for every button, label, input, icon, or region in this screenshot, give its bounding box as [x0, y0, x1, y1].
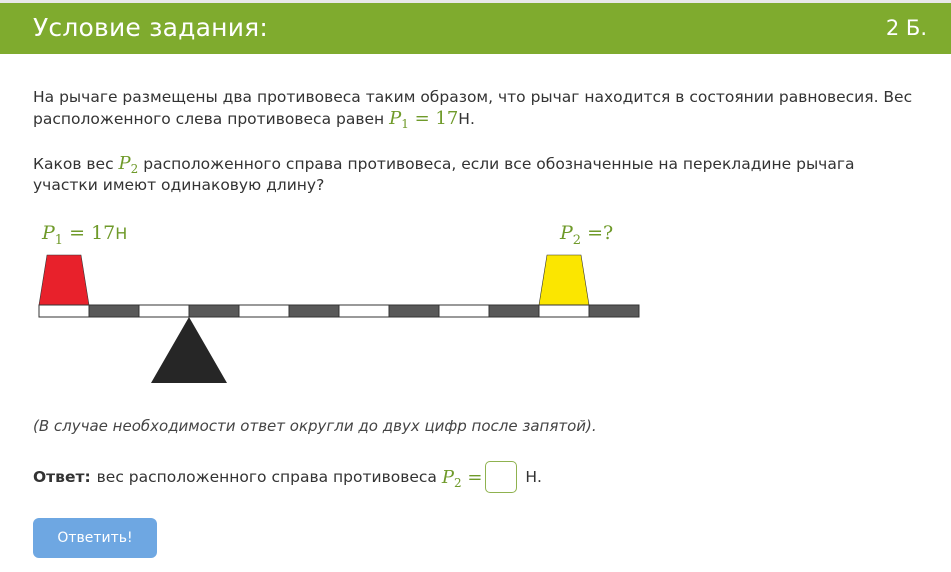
left-weight	[39, 255, 89, 305]
lever-segment	[489, 305, 539, 317]
fulcrum	[151, 317, 227, 383]
answer-row	[33, 462, 542, 492]
lever-segment	[539, 305, 589, 317]
p1-unit: Н	[458, 110, 470, 128]
lever-segment	[339, 305, 389, 317]
answer-text: вес расположенного справа противовеса	[96, 468, 437, 486]
question-text-end: расположенного справа противовеса, если все обозначенные на перекладине рычага участки имеют одинаковую длину?	[33, 155, 855, 194]
lever-segment	[589, 305, 639, 317]
lever-segment	[139, 305, 189, 317]
lever-segment	[289, 305, 339, 317]
answer-input[interactable]	[485, 461, 517, 493]
task-points: 2 Б.	[885, 16, 927, 40]
left-weight-label: $P_1 = 17Н$	[42, 222, 128, 248]
problem-statement: На рычаге размещены два противовеса таким образом, что рычаг находится в состоянии равновесия. Вес расположенного слева противовеса равен $P_1 = 17Н$.	[33, 88, 913, 131]
submit-button[interactable]: Ответить!	[33, 518, 157, 558]
question-text-start: Каков вес	[33, 155, 114, 173]
right-weight	[539, 255, 589, 305]
task-title: Условие задания:	[33, 13, 269, 42]
lever-segment	[239, 305, 289, 317]
answer-label: Ответ:	[33, 468, 91, 486]
p1-formula: $P_1 = 17$	[389, 108, 459, 131]
statement-text: На рычаге размещены два противовеса таким образом, что рычаг находится в состоянии равновесия. Вес расположенного слева противовеса равен	[33, 88, 913, 128]
lever-segment	[189, 305, 239, 317]
lever-segment	[89, 305, 139, 317]
rounding-note: (В случае необходимости ответ округли до двух цифр после запятой).	[33, 417, 597, 435]
lever-segment	[439, 305, 489, 317]
lever-segment	[39, 305, 89, 317]
right-weight-label: $P_2$ =?	[560, 222, 614, 248]
p2-formula: $P_2$	[118, 153, 139, 176]
lever-segment	[389, 305, 439, 317]
answer-unit: Н.	[525, 468, 542, 486]
answer-formula: $P_2$ =	[441, 466, 483, 490]
